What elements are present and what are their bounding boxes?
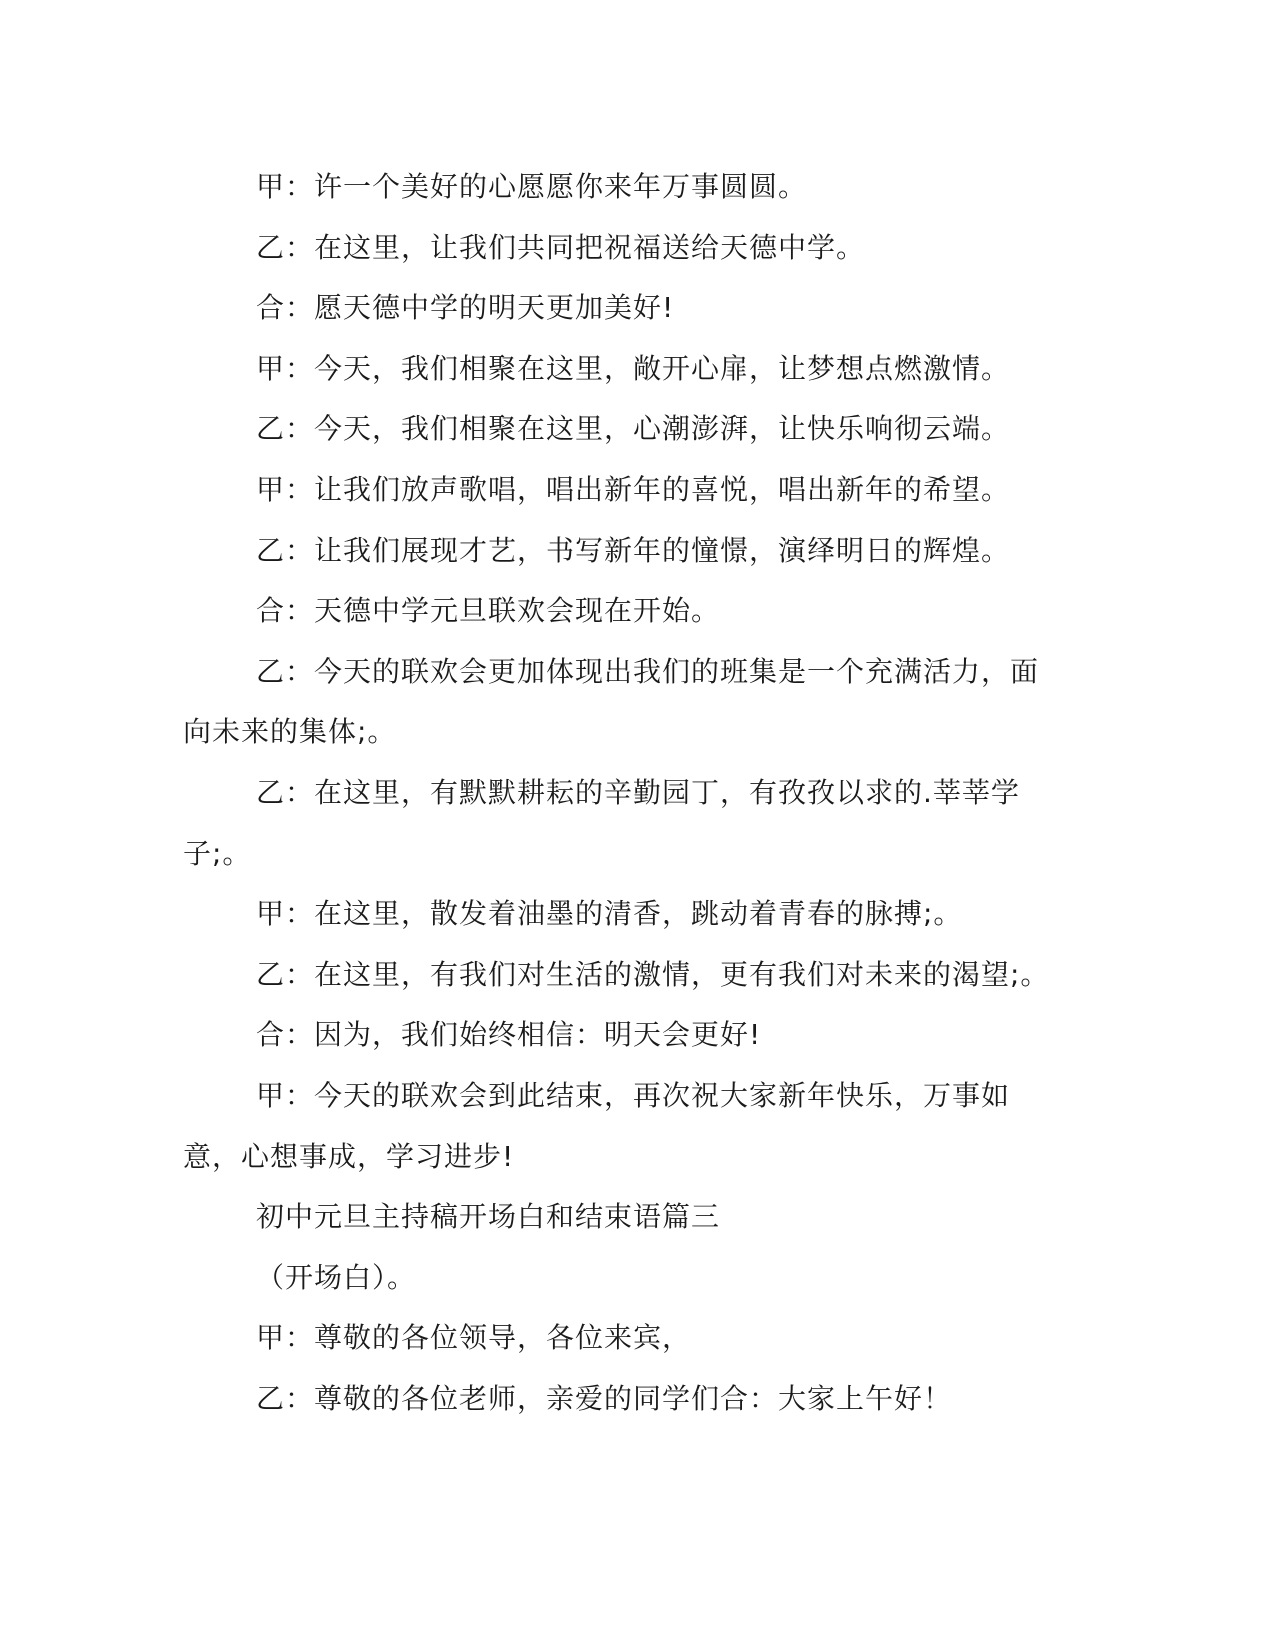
paragraph: 甲：今天，我们相聚在这里，敞开心扉，让梦想点燃激情。 bbox=[256, 351, 1011, 385]
paragraph: 合：天德中学元旦联欢会现在开始。 bbox=[256, 594, 721, 628]
paragraph: （开场白）。 bbox=[256, 1260, 417, 1294]
paragraph: 甲：尊敬的各位领导，各位来宾， bbox=[256, 1321, 692, 1355]
paragraph: 乙：让我们展现才艺，书写新年的憧憬，演绎明日的辉煌。 bbox=[256, 533, 1011, 567]
paragraph: 乙：在这里，让我们共同把祝福送给天德中学。 bbox=[256, 230, 866, 264]
paragraph: 合：因为，我们始终相信：明天会更好! bbox=[256, 1018, 762, 1052]
paragraph: 乙：尊敬的各位老师，亲爱的同学们合：大家上午好！ bbox=[256, 1381, 953, 1415]
paragraph: 甲：许一个美好的心愿愿你来年万事圆圆。 bbox=[256, 170, 808, 203]
paragraph: 甲：今天的联欢会到此结束，再次祝大家新年快乐，万事如意，心想事成，学习进步! bbox=[183, 1078, 1011, 1173]
paragraph: 乙：今天的联欢会更加体现出我们的班集是一个充满活力，面向未来的集体;。 bbox=[183, 654, 1040, 749]
paragraph: 甲：让我们放声歌唱，唱出新年的喜悦，唱出新年的希望。 bbox=[256, 472, 1011, 506]
paragraph: 乙：今天，我们相聚在这里，心潮澎湃，让快乐响彻云端。 bbox=[256, 412, 1011, 446]
document-body bbox=[183, 157, 1063, 1429]
section-heading: 初中元旦主持稿开场白和结束语篇三 bbox=[256, 1200, 721, 1234]
paragraph: 甲：在这里，散发着油墨的清香，跳动着青春的脉搏;。 bbox=[256, 897, 963, 931]
paragraph: 乙：在这里，有我们对生活的激情，更有我们对未来的渴望;。 bbox=[256, 957, 1050, 991]
paragraph: 乙：在这里，有默默耕耘的辛勤园丁，有孜孜以求的.莘莘学子;。 bbox=[183, 775, 1020, 870]
paragraph: 合：愿天德中学的明天更加美好! bbox=[256, 291, 675, 325]
